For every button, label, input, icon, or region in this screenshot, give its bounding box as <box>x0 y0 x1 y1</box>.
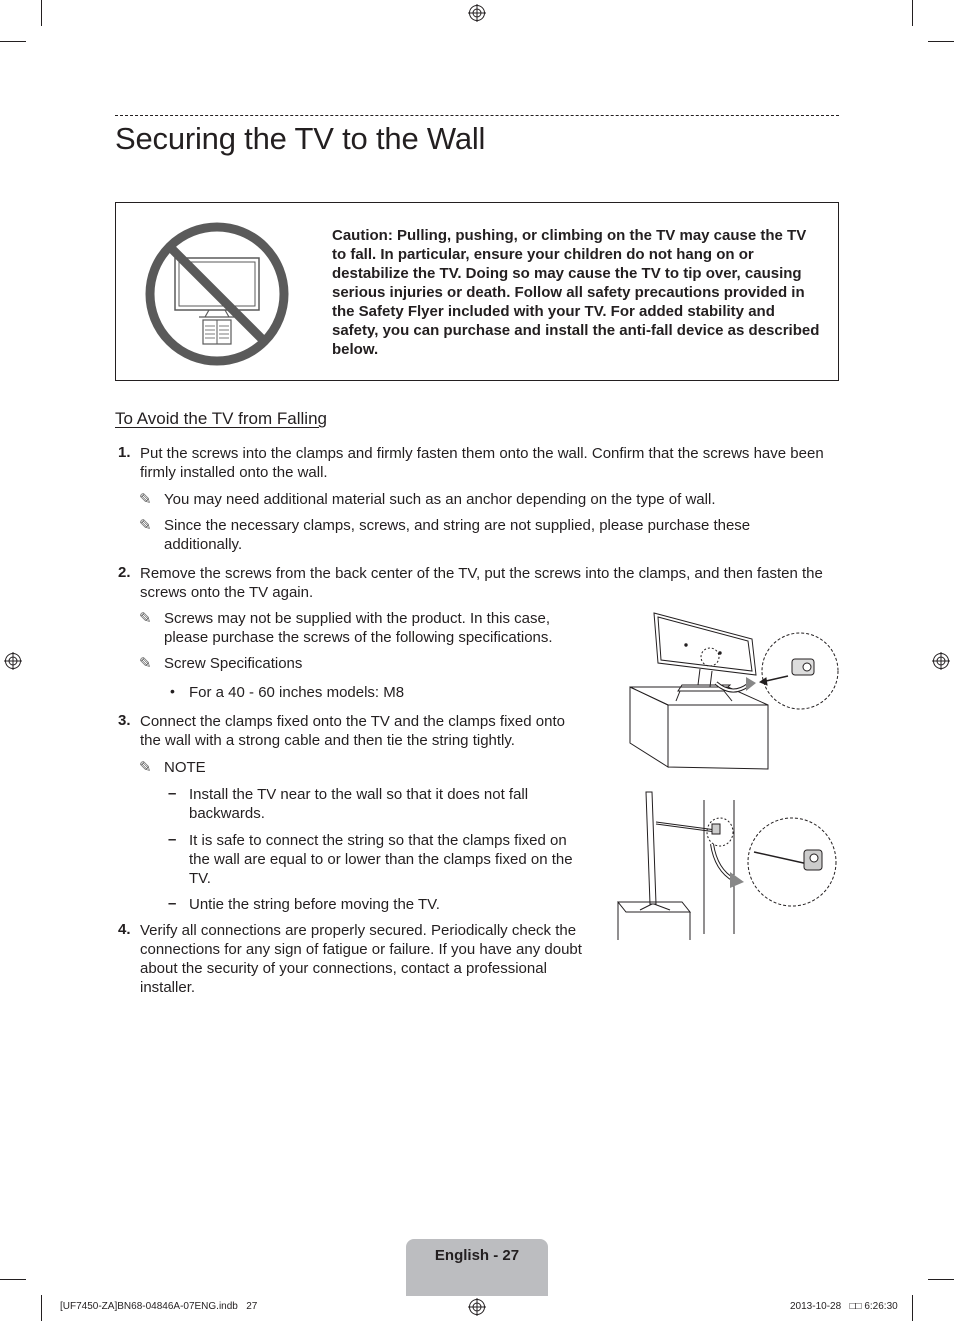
step-number: 2. <box>118 564 131 581</box>
section-heading: To Avoid the TV from Falling <box>115 409 327 428</box>
registration-mark-icon <box>468 4 486 22</box>
bullet-text: For a 40 - 60 inches models: M8 <box>189 684 405 701</box>
pencil-note-icon: ✎ <box>139 655 152 672</box>
crop-mark <box>0 1279 26 1280</box>
registration-mark-icon <box>468 1298 486 1316</box>
page-title: Securing the TV to the Wall <box>115 121 486 156</box>
caution-box <box>115 202 839 381</box>
dash-marker: – <box>168 785 177 802</box>
pencil-note-icon: ✎ <box>139 491 152 508</box>
no-climbing-tv-icon <box>143 220 291 368</box>
dash-marker: – <box>168 831 177 848</box>
step-text: Put the screws into the clamps and firmly fasten them onto the wall. Confirm that the screws have been firmly installed onto the wall. <box>140 445 824 481</box>
tv-clamp-installation-illustration <box>620 605 845 775</box>
note-heading: NOTE <box>164 759 206 776</box>
caution-text: Caution: Pulling, pushing, or climbing on the TV may cause the TV to fall. In particular, ensure your children do not hang on or destabilize the TV. Doing so may cause the TV to tip over, causing serious injuries or death. Follow all safety precautions provided in the Safety Flyer included with your TV. For added stability and safety, you can purchase and install the anti-fall device as described below. <box>332 227 820 358</box>
page-number-label: English - 27 <box>434 1247 520 1264</box>
page-number-tab <box>406 1239 548 1296</box>
crop-mark <box>928 1279 954 1280</box>
note-subitem: It is safe to connect the string so that the clamps fixed on the wall are equal to or lower than the clamps fixed on the TV. <box>189 832 573 887</box>
pencil-note-icon: ✎ <box>139 759 152 776</box>
registration-mark-icon <box>4 652 22 670</box>
registration-mark-icon <box>932 652 950 670</box>
step-number: 4. <box>118 921 131 938</box>
step-number: 1. <box>118 444 131 461</box>
crop-mark <box>912 0 913 26</box>
note-text: Since the necessary clamps, screws, and string are not supplied, please purchase these additionally. <box>164 517 751 553</box>
print-timestamp: 2013-10-28 □□ 6:26:30 <box>790 1301 898 1312</box>
bullet-marker: • <box>170 683 175 699</box>
note-subitem: Untie the string before moving the TV. <box>189 896 440 913</box>
step-number: 3. <box>118 712 131 729</box>
note-text: Screw Specifications <box>164 655 303 672</box>
note-text: You may need additional material such as an anchor depending on the type of wall. <box>164 491 716 508</box>
crop-mark <box>912 1295 913 1321</box>
note-subitem: Install the TV near to the wall so that it does not fall backwards. <box>189 786 529 822</box>
crop-mark <box>41 0 42 26</box>
crop-mark <box>0 41 26 42</box>
pencil-note-icon: ✎ <box>139 517 152 534</box>
file-info: [UF7450-ZA]BN68-04846A-07ENG.indb 27 <box>60 1301 258 1312</box>
step-text: Verify all connections are properly secured. Periodically check the connections for any sign of fatigue or failure. If you have any doubt about the security of your connections, contact a professional installer. <box>140 922 582 996</box>
title-divider <box>115 115 839 116</box>
crop-mark <box>928 41 954 42</box>
step-text: Remove the screws from the back center of the TV, put the screws into the clamps, and then fasten the screws onto the TV again. <box>140 565 823 601</box>
dash-marker: – <box>168 895 177 912</box>
pencil-note-icon: ✎ <box>139 610 152 627</box>
crop-mark <box>41 1295 42 1321</box>
tv-wall-string-illustration <box>612 786 842 946</box>
step-text: Connect the clamps fixed onto the TV and the clamps fixed onto the wall with a strong cable and then tie the string tightly. <box>140 713 565 749</box>
note-text: Screws may not be supplied with the product. In this case, please purchase the screws of the following specifications. <box>164 610 553 646</box>
